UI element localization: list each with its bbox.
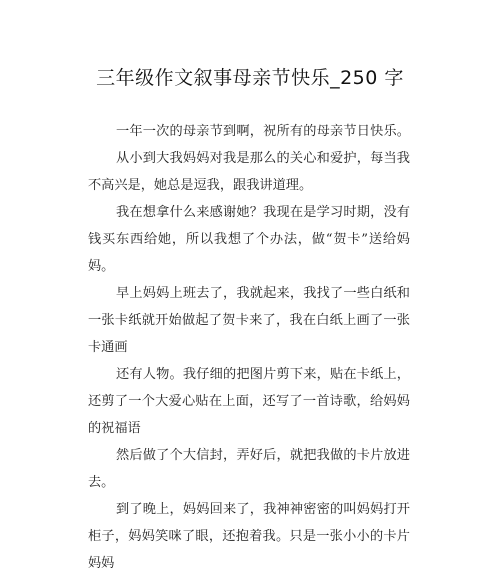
paragraph-line: 从小到大我妈妈对我是那么的关心和爱护，每当我: [116, 151, 410, 166]
paragraph-line: 一年一次的母亲节到啊，祝所有的母亲节日快乐。: [116, 124, 410, 139]
paragraph-line: 妈妈: [88, 556, 115, 571]
paragraph-line: 不高兴是，她总是逗我，跟我讲道理。: [88, 178, 313, 193]
paragraph-line: 妈。: [88, 259, 115, 274]
paragraph-line: 卡通画: [88, 340, 128, 355]
paragraph-line: 还剪了一个大爱心贴在上面，还写了一首诗歌，给妈妈: [88, 394, 410, 409]
paragraph-line: 我在想拿什么来感谢她？我现在是学习时期，没有: [116, 205, 410, 220]
paragraph-line: 到了晚上，妈妈回来了，我神神密密的叫妈妈打开: [116, 502, 410, 517]
paragraph-line: 的祝福语: [88, 421, 141, 436]
paragraph-line: 还有人物。我仔细的把图片剪下来，贴在卡纸上，: [116, 367, 410, 382]
paragraph-line: 然后做了个大信封，弄好后，就把我做的卡片放进: [116, 448, 410, 463]
paragraph-line: 柜子，妈妈笑咪了眼，还抱着我。只是一张小小的卡片: [88, 529, 410, 544]
paragraph-line: 钱买东西给她，所以我想了个办法，做“贺卡”送给妈: [88, 232, 410, 247]
paragraph-line: 早上妈妈上班去了，我就起来，我找了一些白纸和: [116, 286, 410, 301]
paragraph-line: 一张卡纸就开始做起了贺卡来了，我在白纸上画了一张: [88, 313, 410, 328]
page-title: 三年级作文叙事母亲节快乐_250 字: [96, 67, 404, 89]
paragraph-line: 去。: [88, 475, 115, 490]
